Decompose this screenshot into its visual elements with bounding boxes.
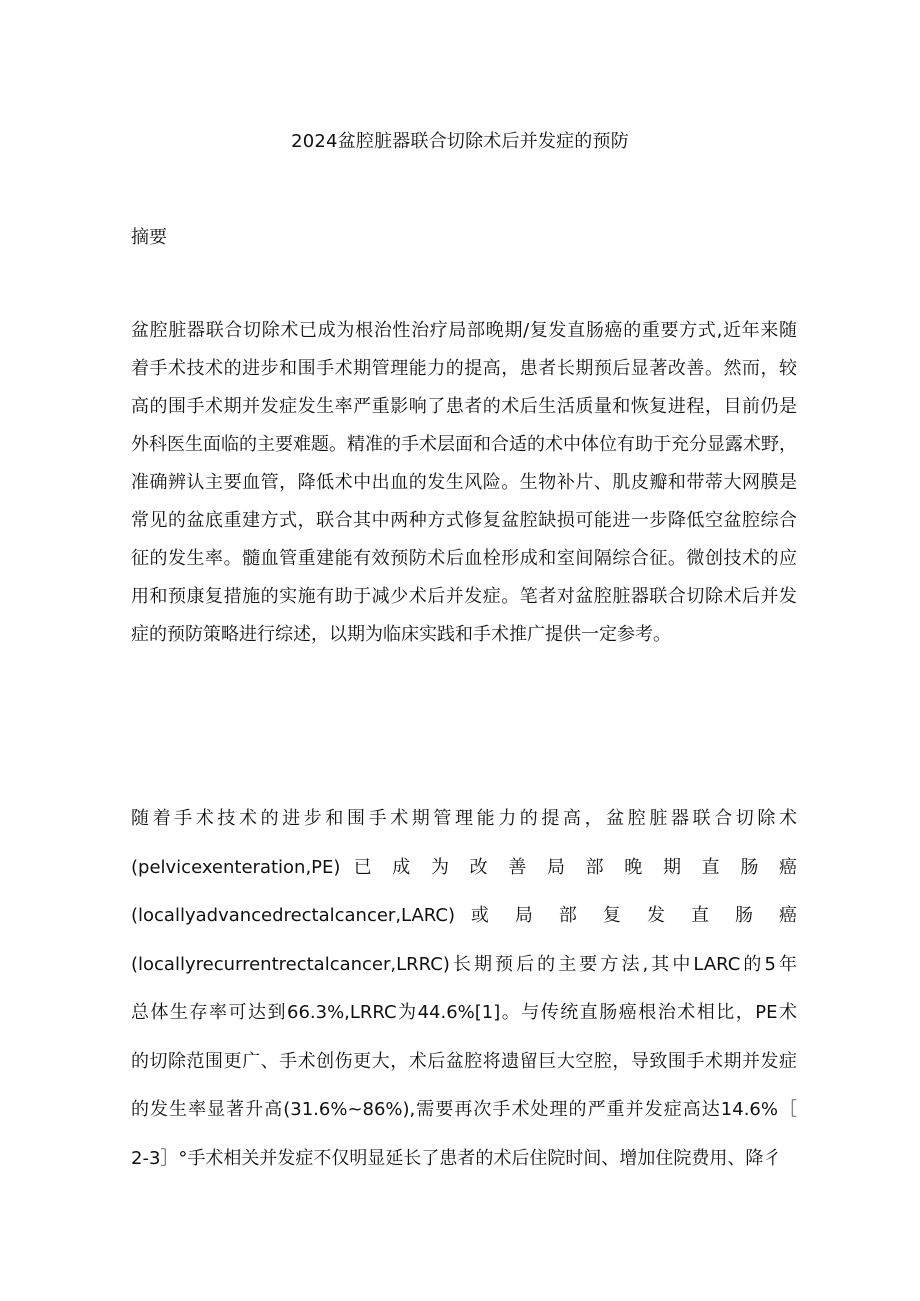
body-line: (locallyrecurrentrectalcancer,LRRC)长期预后的主要方法,其中LARC的5年 [131, 953, 797, 975]
abstract-line: 征的发生率。髓血管重建能有效预防术后血栓形成和室间隔综合征。微创技术的应 [131, 548, 797, 569]
abstract-line: 高的围手术期并发症发生率严重影响了患者的术后生活质量和恢复进程，目前仍是 [131, 396, 797, 417]
body-line: 的切除范围更广、手术创伤更大，术后盆腔将遗留巨大空腔，导致围手术期并发症 [131, 1050, 797, 1072]
abstract-heading: 摘要 [131, 227, 167, 248]
abstract-line: 常见的盆底重建方式，联合其中两种方式修复盆腔缺损可能进一步降低空盆腔综合 [131, 510, 797, 531]
abstract-line: 外科医生面临的主要难题。精准的手术层面和合适的术中体位有助于充分显露术野， [131, 434, 797, 455]
body-paragraph [131, 795, 797, 1183]
body-line: 2-3］°手术相关并发症不仅明显延长了患者的术后住院时间、增加住院费用、降彳 [131, 1147, 782, 1169]
abstract-line: 准确辨认主要血管，降低术中出血的发生风险。生物补片、肌皮瓣和带蒂大网膜是 [131, 472, 797, 493]
body-line: (locallyadvancedrectalcancer,LARC) 或 局 部 复 发 直 肠 癌 [131, 905, 797, 926]
body-line: (pelvicexenteration,PE) 已 成 为 改 善 局 部 晚 期 直 肠 癌 [131, 856, 797, 878]
abstract-line: 用和预康复措施的实施有助于减少术后并发症。笔者对盆腔脏器联合切除术后并发 [131, 586, 797, 607]
body-line: 总体生存率可达到66.3%,LRRC为44.6%[1]。与传统直肠癌根治术相比，PE术 [131, 1002, 797, 1023]
document-title: 2024盆腔脏器联合切除术后并发症的预防 [291, 131, 629, 152]
body-line: 的发生率显著升高(31.6%~86%),需要再次手术处理的严重并发症高达14.6%［ [131, 1099, 797, 1120]
abstract-paragraph [131, 312, 797, 654]
abstract-line: 着手术技术的进步和围手术期管理能力的提高，患者长期预后显著改善。然而，较 [131, 358, 797, 379]
abstract-line: 症的预防策略进行综述，以期为临床实践和手术推广提供一定参考。 [131, 624, 671, 645]
abstract-line: 盆腔脏器联合切除术已成为根治性治疗局部晚期/复发直肠癌的重要方式,近年来随 [131, 320, 797, 341]
body-line: 随着手术技术的进步和围手术期管理能力的提高，盆腔脏器联合切除术 [131, 808, 797, 829]
